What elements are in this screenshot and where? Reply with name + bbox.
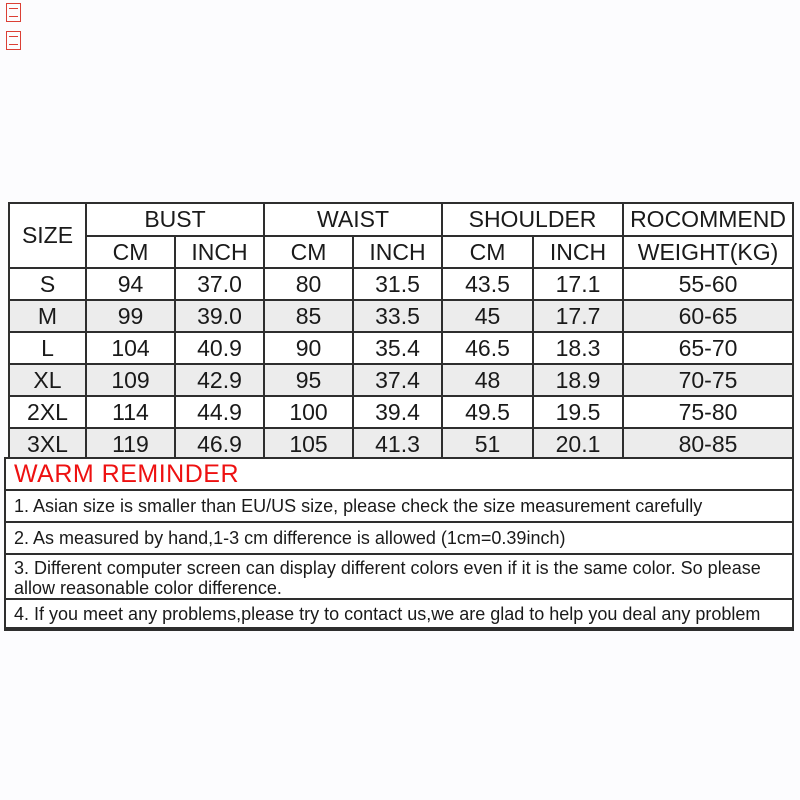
- table-cell: 18.9: [533, 364, 623, 396]
- size-row-l: [9, 332, 793, 364]
- table-cell: 109: [86, 364, 175, 396]
- table-cell: 75-80: [623, 396, 793, 428]
- table-cell: 60-65: [623, 300, 793, 332]
- table-cell: 19.5: [533, 396, 623, 428]
- header-waist: WAIST: [264, 203, 442, 236]
- size-label-cell: S: [9, 268, 86, 300]
- warm-reminder-title-box: [4, 457, 794, 491]
- table-cell: 42.9: [175, 364, 264, 396]
- table-cell: 51: [442, 428, 533, 460]
- table-cell: 40.9: [175, 332, 264, 364]
- reminder-note-1: [4, 489, 794, 523]
- reminder-note-text: 1. Asian size is smaller than EU/US size, please check the size measurement carefully: [14, 496, 703, 516]
- table-cell: 70-75: [623, 364, 793, 396]
- header-weight: WEIGHT(KG): [623, 236, 793, 268]
- table-cell: 94: [86, 268, 175, 300]
- table-cell: 46.9: [175, 428, 264, 460]
- header-row-groups: [9, 203, 793, 236]
- reminder-note-text: 4. If you meet any problems,please try to contact us,we are glad to help you deal any problem: [14, 603, 761, 624]
- table-cell: 49.5: [442, 396, 533, 428]
- table-cell: 31.5: [353, 268, 442, 300]
- table-cell: 114: [86, 396, 175, 428]
- size-label-cell: 3XL: [9, 428, 86, 460]
- table-cell: 48: [442, 364, 533, 396]
- header-row-units: [9, 236, 793, 268]
- header-waist-cm: CM: [264, 236, 353, 268]
- table-cell: 41.3: [353, 428, 442, 460]
- table-cell: 80: [264, 268, 353, 300]
- size-label-cell: M: [9, 300, 86, 332]
- table-cell: 33.5: [353, 300, 442, 332]
- table-cell: 104: [86, 332, 175, 364]
- table-cell: 45: [442, 300, 533, 332]
- header-shoulder: SHOULDER: [442, 203, 623, 236]
- size-label-cell: L: [9, 332, 86, 364]
- table-cell: 20.1: [533, 428, 623, 460]
- header-bust-inch: INCH: [175, 236, 264, 268]
- table-cell: 43.5: [442, 268, 533, 300]
- table-cell: 39.0: [175, 300, 264, 332]
- red-stamp-icon: [6, 3, 21, 22]
- size-label-cell: XL: [9, 364, 86, 396]
- table-cell: 119: [86, 428, 175, 460]
- warm-reminder-title: WARM REMINDER: [14, 460, 240, 488]
- header-shoulder-inch: INCH: [533, 236, 623, 268]
- table-cell: 105: [264, 428, 353, 460]
- header-recommend: ROCOMMEND: [623, 203, 793, 236]
- table-cell: 39.4: [353, 396, 442, 428]
- table-cell: 65-70: [623, 332, 793, 364]
- size-label-cell: 2XL: [9, 396, 86, 428]
- red-stamp-icon: [6, 31, 21, 50]
- header-size: SIZE: [9, 203, 86, 268]
- size-table-section: [8, 202, 794, 461]
- reminder-note-2: [4, 521, 794, 555]
- table-cell: 100: [264, 396, 353, 428]
- reminder-section: [4, 457, 794, 631]
- header-shoulder-cm: CM: [442, 236, 533, 268]
- reminder-note-3: [4, 553, 794, 600]
- table-cell: 35.4: [353, 332, 442, 364]
- corner-stamp: [6, 3, 21, 50]
- size-row-s: [9, 268, 793, 300]
- size-row-3xl: [9, 428, 793, 460]
- reminder-note-4: [4, 598, 794, 631]
- table-cell: 99: [86, 300, 175, 332]
- table-cell: 90: [264, 332, 353, 364]
- table-cell: 18.3: [533, 332, 623, 364]
- table-cell: 17.1: [533, 268, 623, 300]
- size-table: [8, 202, 794, 461]
- table-cell: 17.7: [533, 300, 623, 332]
- size-row-m: [9, 300, 793, 332]
- table-cell: 44.9: [175, 396, 264, 428]
- header-bust: BUST: [86, 203, 264, 236]
- header-bust-cm: CM: [86, 236, 175, 268]
- table-cell: 85: [264, 300, 353, 332]
- table-cell: 37.4: [353, 364, 442, 396]
- size-row-2xl: [9, 396, 793, 428]
- table-cell: 55-60: [623, 268, 793, 300]
- table-cell: 80-85: [623, 428, 793, 460]
- reminder-note-text: 3. Different computer screen can display different colors even if it is the same color. So please allow reasonable color difference.: [14, 558, 761, 598]
- table-cell: 37.0: [175, 268, 264, 300]
- table-cell: 95: [264, 364, 353, 396]
- reminder-note-text: 2. As measured by hand,1-3 cm difference is allowed (1cm=0.39inch): [14, 528, 566, 548]
- size-row-xl: [9, 364, 793, 396]
- table-cell: 46.5: [442, 332, 533, 364]
- header-waist-inch: INCH: [353, 236, 442, 268]
